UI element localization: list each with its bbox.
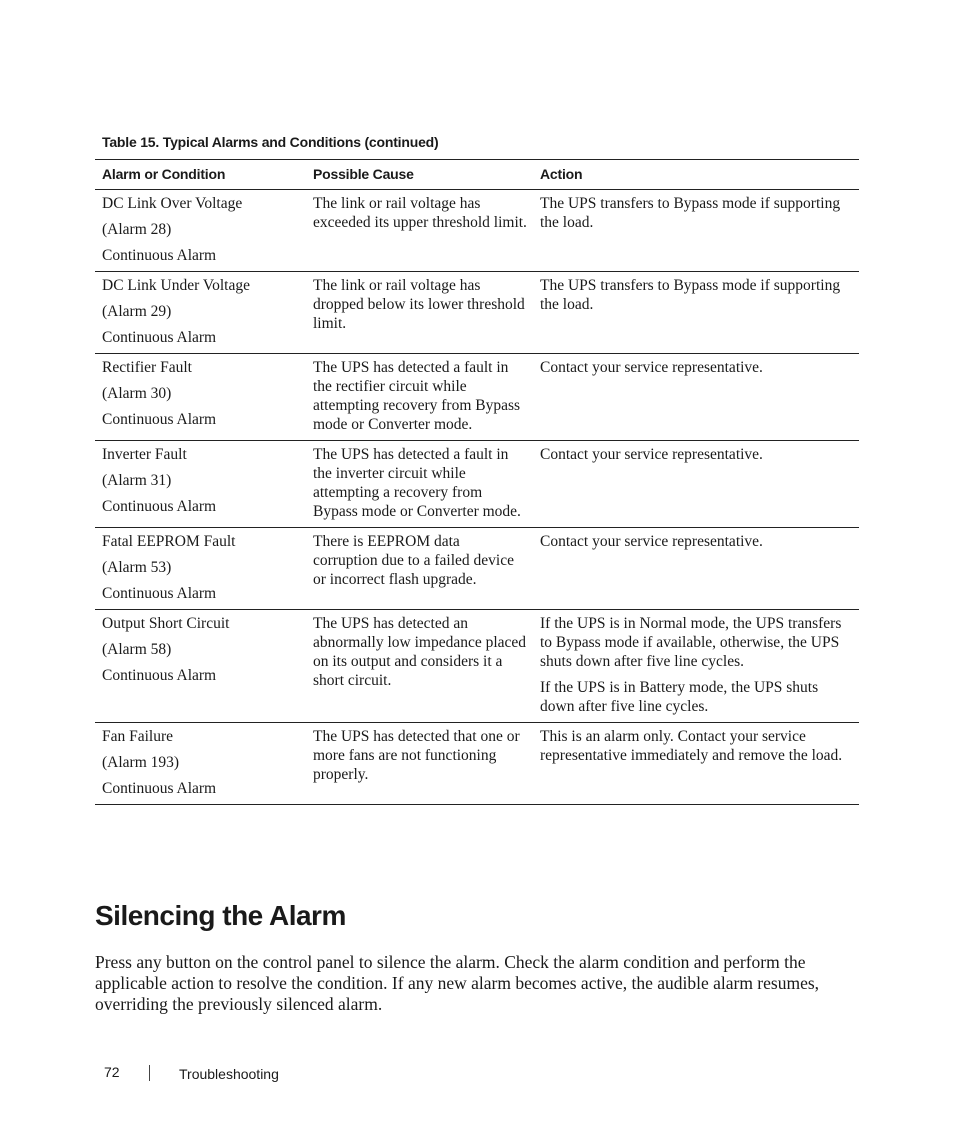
condition-name: DC Link Over Voltage [102, 195, 243, 212]
cause-cell [306, 190, 533, 272]
table-row [95, 272, 859, 354]
header-possible-cause: Possible Cause [306, 160, 533, 190]
condition-cell [95, 441, 306, 528]
page-number: 72 [104, 1064, 120, 1080]
cause-text: The UPS has detected an abnormally low impedance placed on its output and considers it a short circuit. [313, 615, 527, 689]
action-text: If the UPS is in Normal mode, the UPS transfers to Bypass mode if available, otherwise, the UPS shuts down after five line cycles. [540, 615, 842, 670]
action-cell [533, 610, 859, 723]
table-row [95, 610, 859, 723]
action-text: The UPS transfers to Bypass mode if supporting the load. [540, 277, 841, 313]
condition-cell [95, 272, 306, 354]
alarm-type: Continuous Alarm [102, 247, 217, 264]
alarm-type: Continuous Alarm [102, 329, 217, 346]
alarm-code: (Alarm 53) [102, 559, 172, 576]
action-text: If the UPS is in Battery mode, the UPS shuts down after five line cycles. [540, 679, 819, 715]
table-row [95, 441, 859, 528]
alarm-type: Continuous Alarm [102, 585, 217, 602]
cause-text: The UPS has detected a fault in the rectifier circuit while attempting recovery from Bypass mode or Converter mode. [313, 359, 521, 433]
alarm-type: Continuous Alarm [102, 411, 217, 428]
alarm-code: (Alarm 29) [102, 303, 172, 320]
cause-cell [306, 610, 533, 723]
alarms-table [95, 159, 859, 805]
cause-text: The link or rail voltage has dropped below its lower threshold limit. [313, 277, 525, 332]
section-body: Press any button on the control panel to silence the alarm. Check the alarm condition and perform the applicable action to resolve the condition. If any new alarm becomes active, the audible alarm resumes, overriding the previously silenced alarm. [95, 952, 820, 1014]
table-header-row [95, 160, 859, 190]
action-cell [533, 272, 859, 354]
alarm-code: (Alarm 28) [102, 221, 172, 238]
table-row [95, 354, 859, 441]
action-text: Contact your service representative. [540, 533, 763, 550]
alarm-code: (Alarm 193) [102, 754, 180, 771]
condition-name: Inverter Fault [102, 446, 187, 463]
cause-text: The UPS has detected a fault in the inverter circuit while attempting a recovery from Bypass mode or Converter mode. [313, 446, 521, 520]
table-row [95, 723, 859, 805]
table-caption: Table 15. Typical Alarms and Conditions (continued) [102, 134, 439, 150]
condition-name: Output Short Circuit [102, 615, 230, 632]
condition-cell [95, 528, 306, 610]
cause-cell [306, 723, 533, 805]
footer-separator [149, 1065, 150, 1081]
action-text: The UPS transfers to Bypass mode if supporting the load. [540, 195, 841, 231]
condition-cell [95, 610, 306, 723]
action-text: Contact your service representative. [540, 446, 763, 463]
cause-text: The link or rail voltage has exceeded its upper threshold limit. [313, 195, 527, 231]
header-action: Action [533, 160, 859, 190]
table-row [95, 528, 859, 610]
condition-cell [95, 354, 306, 441]
alarm-type: Continuous Alarm [102, 667, 217, 684]
section-heading: Silencing the Alarm [95, 900, 346, 931]
table-row [95, 190, 859, 272]
action-cell [533, 723, 859, 805]
cause-text: The UPS has detected that one or more fans are not functioning properly. [313, 728, 520, 783]
action-cell [533, 528, 859, 610]
cause-cell [306, 354, 533, 441]
condition-name: Fatal EEPROM Fault [102, 533, 236, 550]
condition-cell [95, 723, 306, 805]
condition-name: Rectifier Fault [102, 359, 192, 376]
alarm-type: Continuous Alarm [102, 780, 217, 797]
action-text: This is an alarm only. Contact your service representative immediately and remove the load. [540, 728, 843, 764]
action-text: Contact your service representative. [540, 359, 763, 376]
cause-cell [306, 528, 533, 610]
condition-cell [95, 190, 306, 272]
condition-name: DC Link Under Voltage [102, 277, 250, 294]
cause-text: There is EEPROM data corruption due to a failed device or incorrect flash upgrade. [313, 533, 514, 588]
alarm-type: Continuous Alarm [102, 498, 217, 515]
cause-cell [306, 441, 533, 528]
action-cell [533, 441, 859, 528]
header-alarm-or-condition: Alarm or Condition [95, 160, 306, 190]
alarm-code: (Alarm 58) [102, 641, 172, 658]
action-cell [533, 354, 859, 441]
footer-section-name: Troubleshooting [179, 1066, 279, 1082]
alarm-code: (Alarm 30) [102, 385, 172, 402]
action-cell [533, 190, 859, 272]
cause-cell [306, 272, 533, 354]
condition-name: Fan Failure [102, 728, 174, 745]
alarm-code: (Alarm 31) [102, 472, 172, 489]
